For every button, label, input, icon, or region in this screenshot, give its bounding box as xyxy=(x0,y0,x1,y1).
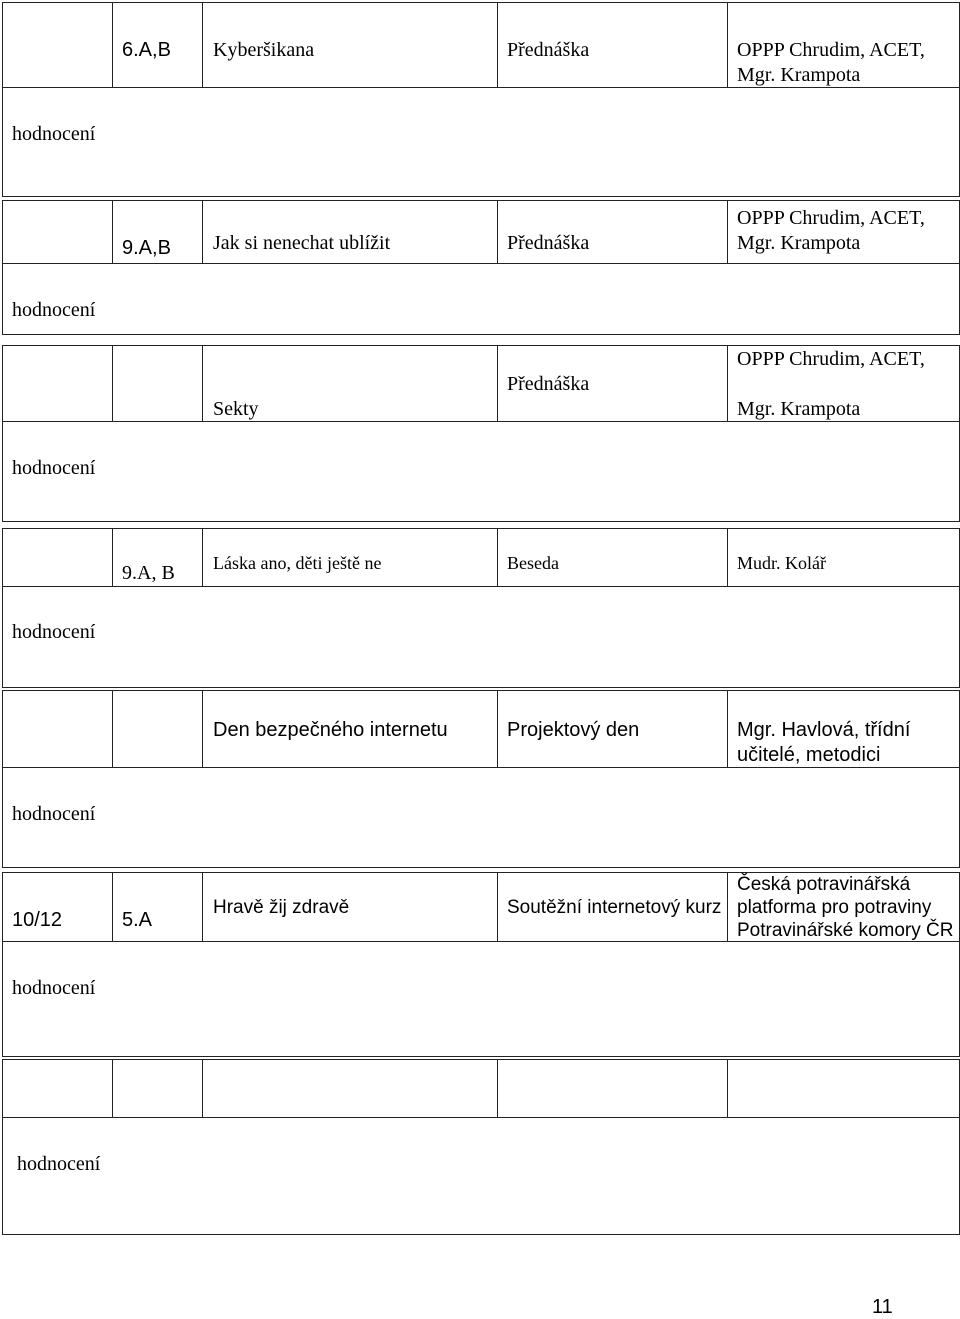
organizer-line-2: Mgr. Krampota xyxy=(737,232,861,254)
topic-cell: Jak si nenechat ublížit xyxy=(213,232,391,254)
form-cell: Soutěžní internetový kurz xyxy=(507,897,722,918)
rating-label: hodnocení xyxy=(12,457,96,479)
organizer-line-2: učitelé, metodici xyxy=(737,744,881,766)
form-cell: Přednáška xyxy=(507,39,590,61)
rating-label: hodnocení xyxy=(12,621,96,643)
form-cell: Přednáška xyxy=(507,232,590,254)
organizer-line-1: Česká potravinářská xyxy=(737,874,911,895)
topic-cell: Láska ano, děti ještě ne xyxy=(213,553,382,573)
organizer-line-1: Mgr. Havlová, třídní xyxy=(737,719,911,741)
organizer-line-2: Mgr. Krampota xyxy=(737,64,861,86)
page-number: 11 xyxy=(872,1296,893,1318)
organizer-line-1: OPPP Chrudim, ACET, xyxy=(737,348,925,370)
rating-label: hodnocení xyxy=(12,803,96,825)
activity-block-3 xyxy=(2,345,960,522)
organizer-line-2: Mgr. Krampota xyxy=(737,398,861,420)
rating-label: hodnocení xyxy=(12,299,96,321)
rating-label: hodnocení xyxy=(12,977,96,999)
form-cell: Projektový den xyxy=(507,719,640,741)
organizer-line-1: OPPP Chrudim, ACET, xyxy=(737,207,925,229)
topic-cell: Sekty xyxy=(213,398,259,420)
topic-cell: Kyberšikana xyxy=(213,39,315,61)
class-cell: 9.A, B xyxy=(122,562,175,584)
topic-cell: Den bezpečného internetu xyxy=(213,719,448,741)
date-cell: 10/12 xyxy=(12,909,63,931)
organizer-line-1: Mudr. Kolář xyxy=(737,553,826,573)
class-cell: 9.A,B xyxy=(122,237,171,259)
organizer-line-1: OPPP Chrudim, ACET, xyxy=(737,39,925,61)
class-cell: 6.A,B xyxy=(122,39,171,61)
organizer-line-3: Potravinářské komory ČR xyxy=(737,920,954,941)
rating-label: hodnocení xyxy=(17,1153,101,1175)
activity-block-1 xyxy=(2,2,960,197)
topic-cell: Hravě žij zdravě xyxy=(213,897,350,918)
form-cell: Beseda xyxy=(507,553,559,573)
form-cell: Přednáška xyxy=(507,373,590,395)
activity-block-5 xyxy=(2,690,960,868)
activity-block-7 xyxy=(2,1059,960,1235)
organizer-line-2: platforma pro potraviny xyxy=(737,897,932,918)
class-cell: 5.A xyxy=(122,909,153,931)
rating-label: hodnocení xyxy=(12,123,96,145)
